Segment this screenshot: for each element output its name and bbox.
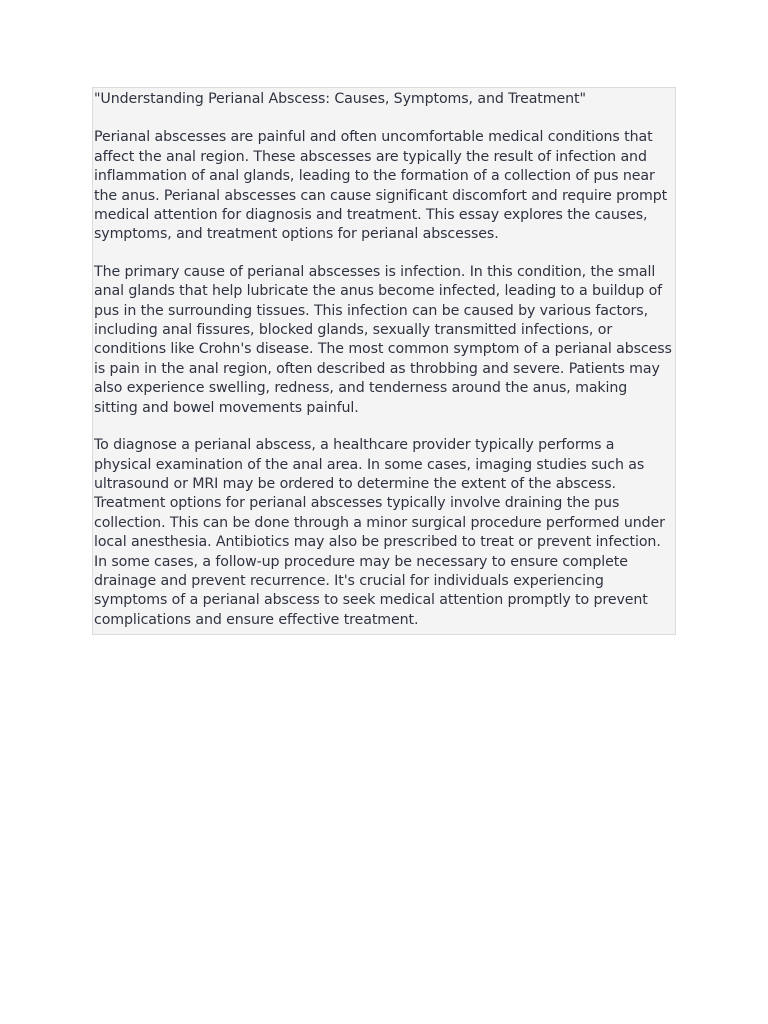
document-paragraph-intro: Perianal abscesses are painful and often uncomfortable medical conditions that affect the anal region. These abscesses are typically the result of infection and inflammation of anal glands, leading to the formation of a collection of pus near the anus. Perianal abscesses can cause significant discomfort and require prompt medical attention for diagnosis and treatment. This essay explores the causes, symptoms, and treatment options for perianal abscesses. [94,129,668,243]
document-title: "Understanding Perianal Abscess: Causes, Symptoms, and Treatment" [94,91,586,107]
document-paragraph-causes: The primary cause of perianal abscesses is infection. In this condition, the small anal glands that help lubricate the anus become infected, leading to a buildup of pus in the surrounding tissues. This infection can be caused by various factors, including anal fissures, blocked glands, sexually transmitted infections, or conditions like Crohn's disease. The most common symptom of a perianal abscess is pain in the anal region, often described as throbbing and severe. Patients may also experience swelling, redness, and tenderness around the anus, making sitting and bowel movements painful. [94,263,672,416]
document-text-box [92,87,676,635]
document-paragraph-treatment: To diagnose a perianal abscess, a healthcare provider typically performs a physical examination of the anal area. In some cases, imaging studies such as ultrasound or MRI may be ordered to determine the extent of the abscess. Treatment options for perianal abscesses typically involve draining the pus collection. This can be done through a minor surgical procedure performed under local anesthesia. Antibiotics may also be prescribed to treat or prevent infection. In some cases, a follow-up procedure may be necessary to ensure complete drainage and prevent recurrence. It's crucial for individuals experiencing symptoms of a perianal abscess to seek medical attention promptly to prevent complications and ensure effective treatment. [94,437,665,628]
